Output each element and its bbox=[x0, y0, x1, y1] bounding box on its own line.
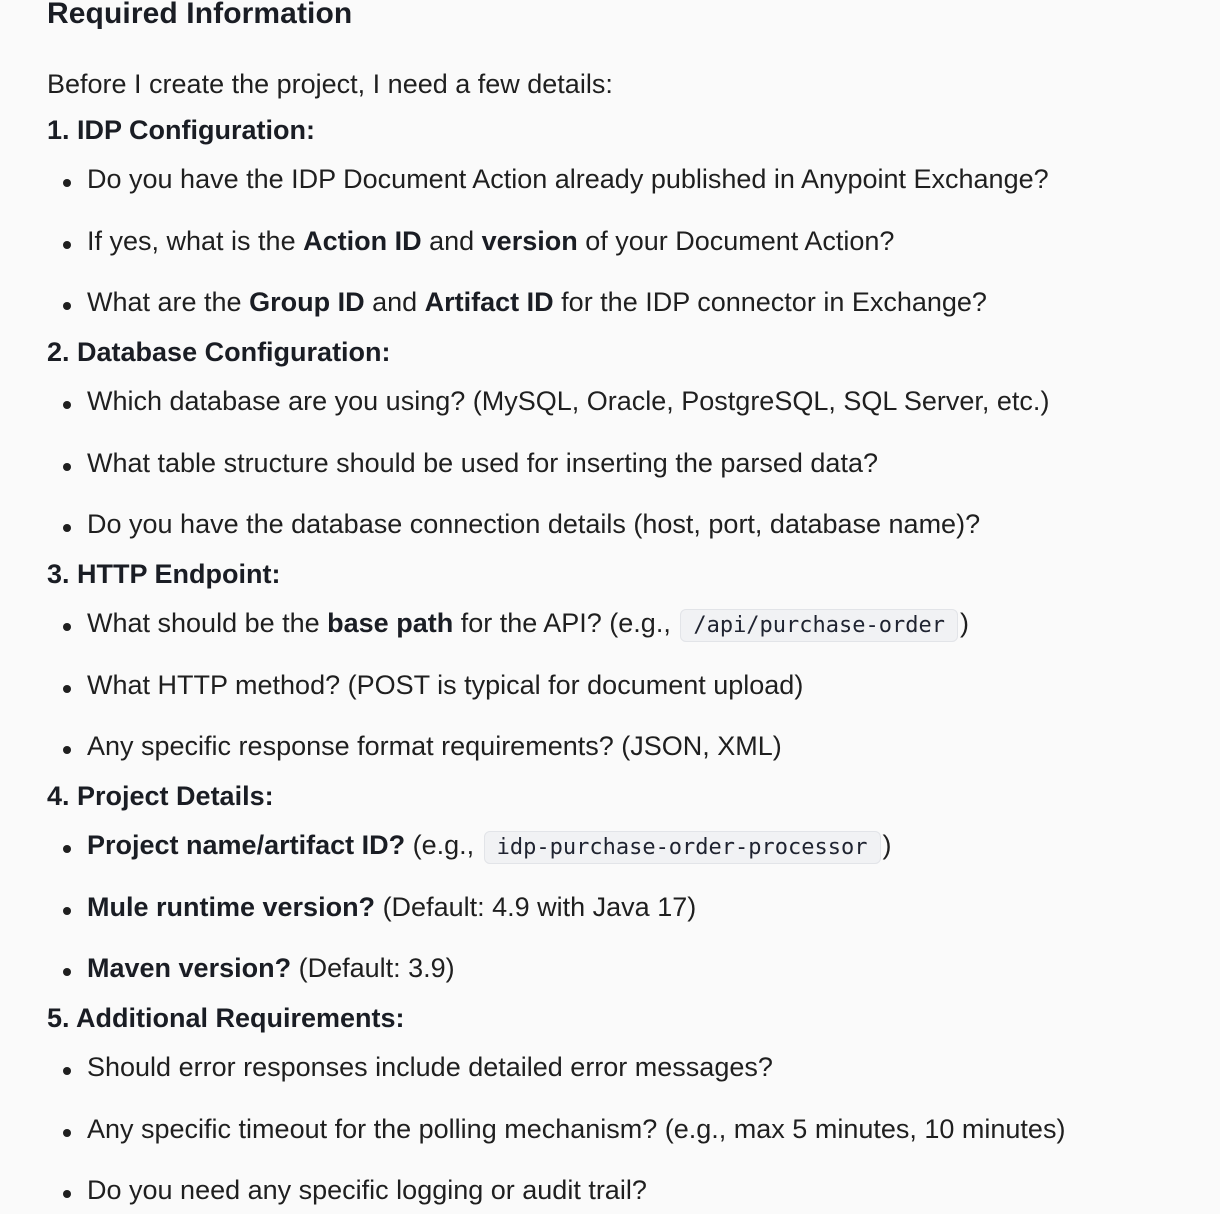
section-heading-project: 4. Project Details: bbox=[47, 781, 274, 811]
intro-text: Before I create the project, I need a few details: bbox=[47, 69, 613, 99]
list-item bbox=[87, 164, 1049, 195]
list-item bbox=[87, 892, 696, 923]
item-text: ) bbox=[882, 830, 892, 860]
inline-code: /api/purchase-order bbox=[680, 609, 958, 642]
item-text: Do you have the IDP Document Action already published in Anypoint Exchange? bbox=[87, 164, 1049, 194]
emphasis-text: Artifact ID bbox=[424, 287, 554, 317]
item-text: What HTTP method? (POST is typical for document upload) bbox=[87, 670, 804, 700]
item-text: Should error responses include detailed error messages? bbox=[87, 1052, 773, 1082]
emphasis-text: Mule runtime version? bbox=[87, 892, 376, 922]
list-item bbox=[87, 287, 987, 318]
item-text: of your Document Action? bbox=[577, 226, 895, 256]
list-item bbox=[87, 1052, 773, 1083]
list-item bbox=[87, 509, 980, 540]
list-item bbox=[87, 830, 892, 861]
list-item bbox=[87, 608, 969, 639]
item-text: (Default: 4.9 with Java 17) bbox=[375, 892, 697, 922]
emphasis-text: base path bbox=[327, 608, 454, 638]
item-text: and bbox=[364, 287, 425, 317]
item-text: Do you have the database connection details (host, port, database name)? bbox=[87, 509, 981, 539]
item-text: for the IDP connector in Exchange? bbox=[553, 287, 987, 317]
item-text: What should be the bbox=[87, 608, 328, 638]
emphasis-text: Project name/artifact ID? bbox=[87, 830, 406, 860]
item-text: Any specific response format requirements? (JSON, XML) bbox=[87, 731, 782, 761]
list-item bbox=[87, 226, 894, 257]
section-heading-additional: 5. Additional Requirements: bbox=[47, 1003, 405, 1033]
emphasis-text: Group ID bbox=[249, 287, 365, 317]
item-text: ) bbox=[960, 608, 969, 638]
item-text: Do you need any specific logging or audit trail? bbox=[87, 1175, 647, 1205]
item-text: Any specific timeout for the polling mechanism? (e.g., max 5 minutes, 10 minutes) bbox=[87, 1114, 1066, 1144]
item-text: What table structure should be used for inserting the parsed data? bbox=[87, 448, 878, 478]
item-text: for the API? (e.g., bbox=[453, 608, 679, 638]
list-item bbox=[87, 670, 803, 701]
emphasis-text: version bbox=[481, 226, 578, 256]
item-text: If yes, what is the bbox=[87, 226, 304, 256]
item-text: and bbox=[421, 226, 482, 256]
list-item bbox=[87, 448, 878, 479]
item-text: What are the bbox=[87, 287, 250, 317]
section-heading-http: 3. HTTP Endpoint: bbox=[47, 559, 281, 589]
page-title: Required Information bbox=[47, 0, 353, 30]
list-item bbox=[87, 1114, 1065, 1145]
section-heading-database: 2. Database Configuration: bbox=[47, 337, 391, 367]
list-item bbox=[87, 731, 782, 762]
item-text: (Default: 3.9) bbox=[291, 953, 455, 983]
item-text: (e.g., bbox=[405, 830, 482, 860]
inline-code: idp-purchase-order-processor bbox=[484, 831, 881, 864]
emphasis-text: Maven version? bbox=[87, 953, 292, 983]
emphasis-text: Action ID bbox=[303, 226, 422, 256]
list-item bbox=[87, 386, 1049, 417]
item-text: Which database are you using? (MySQL, Oracle, PostgreSQL, SQL Server, etc.) bbox=[87, 386, 1050, 416]
list-item bbox=[87, 953, 455, 984]
list-item bbox=[87, 1175, 647, 1206]
section-heading-idp: 1. IDP Configuration: bbox=[47, 115, 315, 145]
